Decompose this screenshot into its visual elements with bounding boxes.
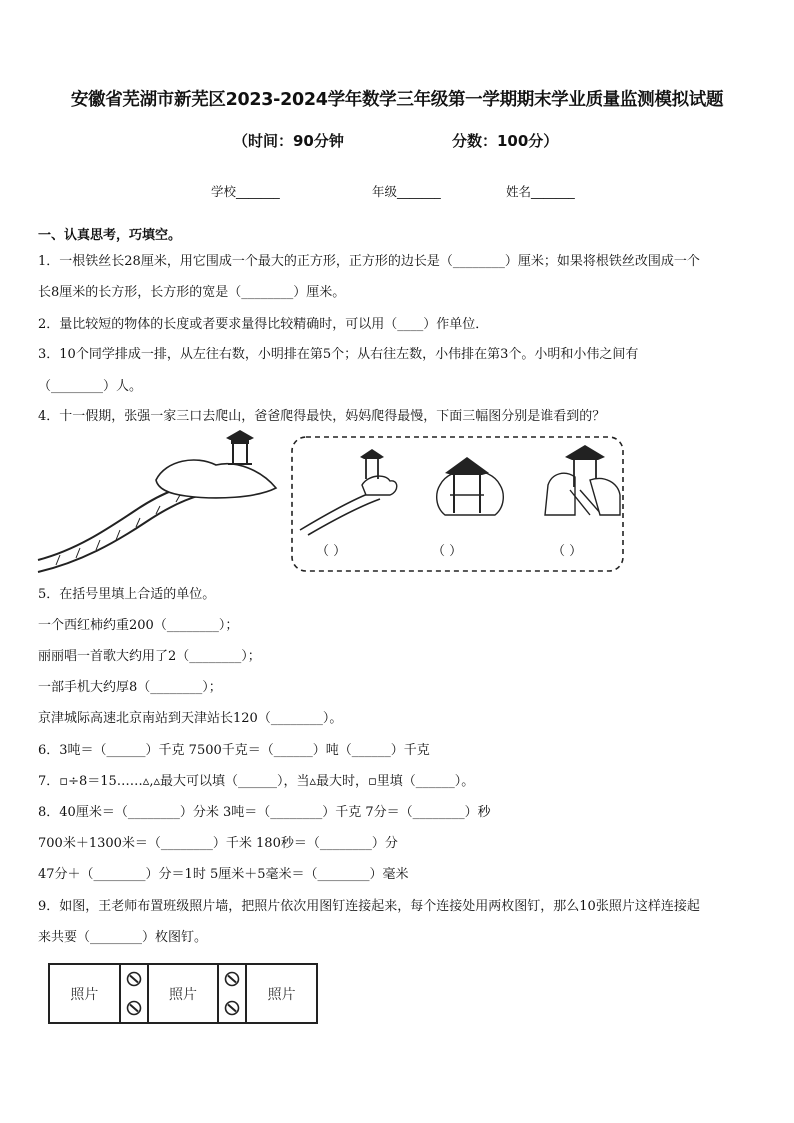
answer-blank-3[interactable]: （ ） xyxy=(552,544,583,559)
question-5-item-2: 丽丽唱一首歌大约用了2（________）； xyxy=(38,649,261,664)
question-6: 6．3吨＝（______）千克 7500千克＝（______）吨（______）千克 xyxy=(38,743,430,758)
exam-time: （时间：90分钟 xyxy=(233,132,344,150)
question-7: 7．▫÷8＝15……▵,▵最大可以填（______），当▵最大时，▫里填（______）。 xyxy=(38,774,475,789)
mountain-path-illustration xyxy=(36,430,281,575)
exam-subtitle xyxy=(0,130,794,154)
question-5-item-4: 京津城际高速北京南站到天津站长120（________）。 xyxy=(38,711,343,726)
exam-score: 分数：100分） xyxy=(452,132,559,150)
photo-wall-diagram xyxy=(48,963,318,1024)
page-title: 安徽省芜湖市新芜区2023-2024学年数学三年级第一学期期末学业质量监测模拟试题 xyxy=(70,90,724,110)
pushpin-icon xyxy=(224,1000,240,1016)
question-4: 4．十一假期，张强一家三口去爬山，爸爸爬得最快，妈妈爬得最慢，下面三幅图分别是谁看到的？ xyxy=(38,409,606,424)
question-1-line-2: 长8厘米的长方形，长方形的宽是（________）厘米。 xyxy=(38,285,346,300)
pin-pair xyxy=(119,965,149,1022)
school-field[interactable]: 学校_______ xyxy=(211,184,280,199)
question-8-line-3: 47分＋（________）分＝1时 5厘米＋5毫米＝（________）毫米 xyxy=(38,867,409,882)
photo-card: 照片 xyxy=(70,986,99,1003)
photo-card: 照片 xyxy=(169,986,197,1003)
photo-card: 照片 xyxy=(267,986,296,1003)
question-8-line-2: 700米＋1300米＝（________）千米 180秒＝（________）分 xyxy=(38,836,398,851)
section-heading: 一、认真思考，巧填空。 xyxy=(38,228,182,243)
question-3-line-1: 3．10个同学排成一排，从左往右数，小明排在第5个；从右往左数，小伟排在第3个。小明和小伟之间有 xyxy=(38,347,639,362)
name-field[interactable]: 姓名_______ xyxy=(506,184,575,199)
question-2: 2．量比较短的物体的长度或者要求量得比较精确时，可以用（____）作单位． xyxy=(38,317,489,332)
question-9-line-1: 9．如图，王老师布置班级照片墙，把照片依次用图钉连接起来，每个连接处用两枚图钉，那么10张照片这样连接起 xyxy=(38,899,700,914)
pushpin-icon xyxy=(126,971,142,987)
question-5-item-3: 一部手机大约厚8（________）； xyxy=(38,680,222,695)
question-8-line-1: 8．40厘米＝（________）分米 3吨＝（________）千克 7分＝（________）秒 xyxy=(38,805,491,820)
answer-blank-2[interactable]: （ ） xyxy=(432,544,463,559)
pin-pair xyxy=(217,965,247,1022)
grade-field[interactable]: 年级_______ xyxy=(372,184,441,199)
question-1-line-1: 1．一根铁丝长28厘米，用它围成一个最大的正方形，正方形的边长是（________）厘米；如果将根铁丝改围成一个 xyxy=(38,254,700,269)
question-9-line-2: 来共要（________）枚图钉。 xyxy=(38,930,208,945)
answer-blank-1[interactable]: （ ） xyxy=(316,544,347,559)
question-5-item-1: 一个西红柿约重200（________）； xyxy=(38,618,239,633)
question-3-line-2: （________）人。 xyxy=(38,379,143,394)
pushpin-icon xyxy=(224,971,240,987)
pushpin-icon xyxy=(126,1000,142,1016)
question-5-heading: 5．在括号里填上合适的单位。 xyxy=(38,587,216,602)
